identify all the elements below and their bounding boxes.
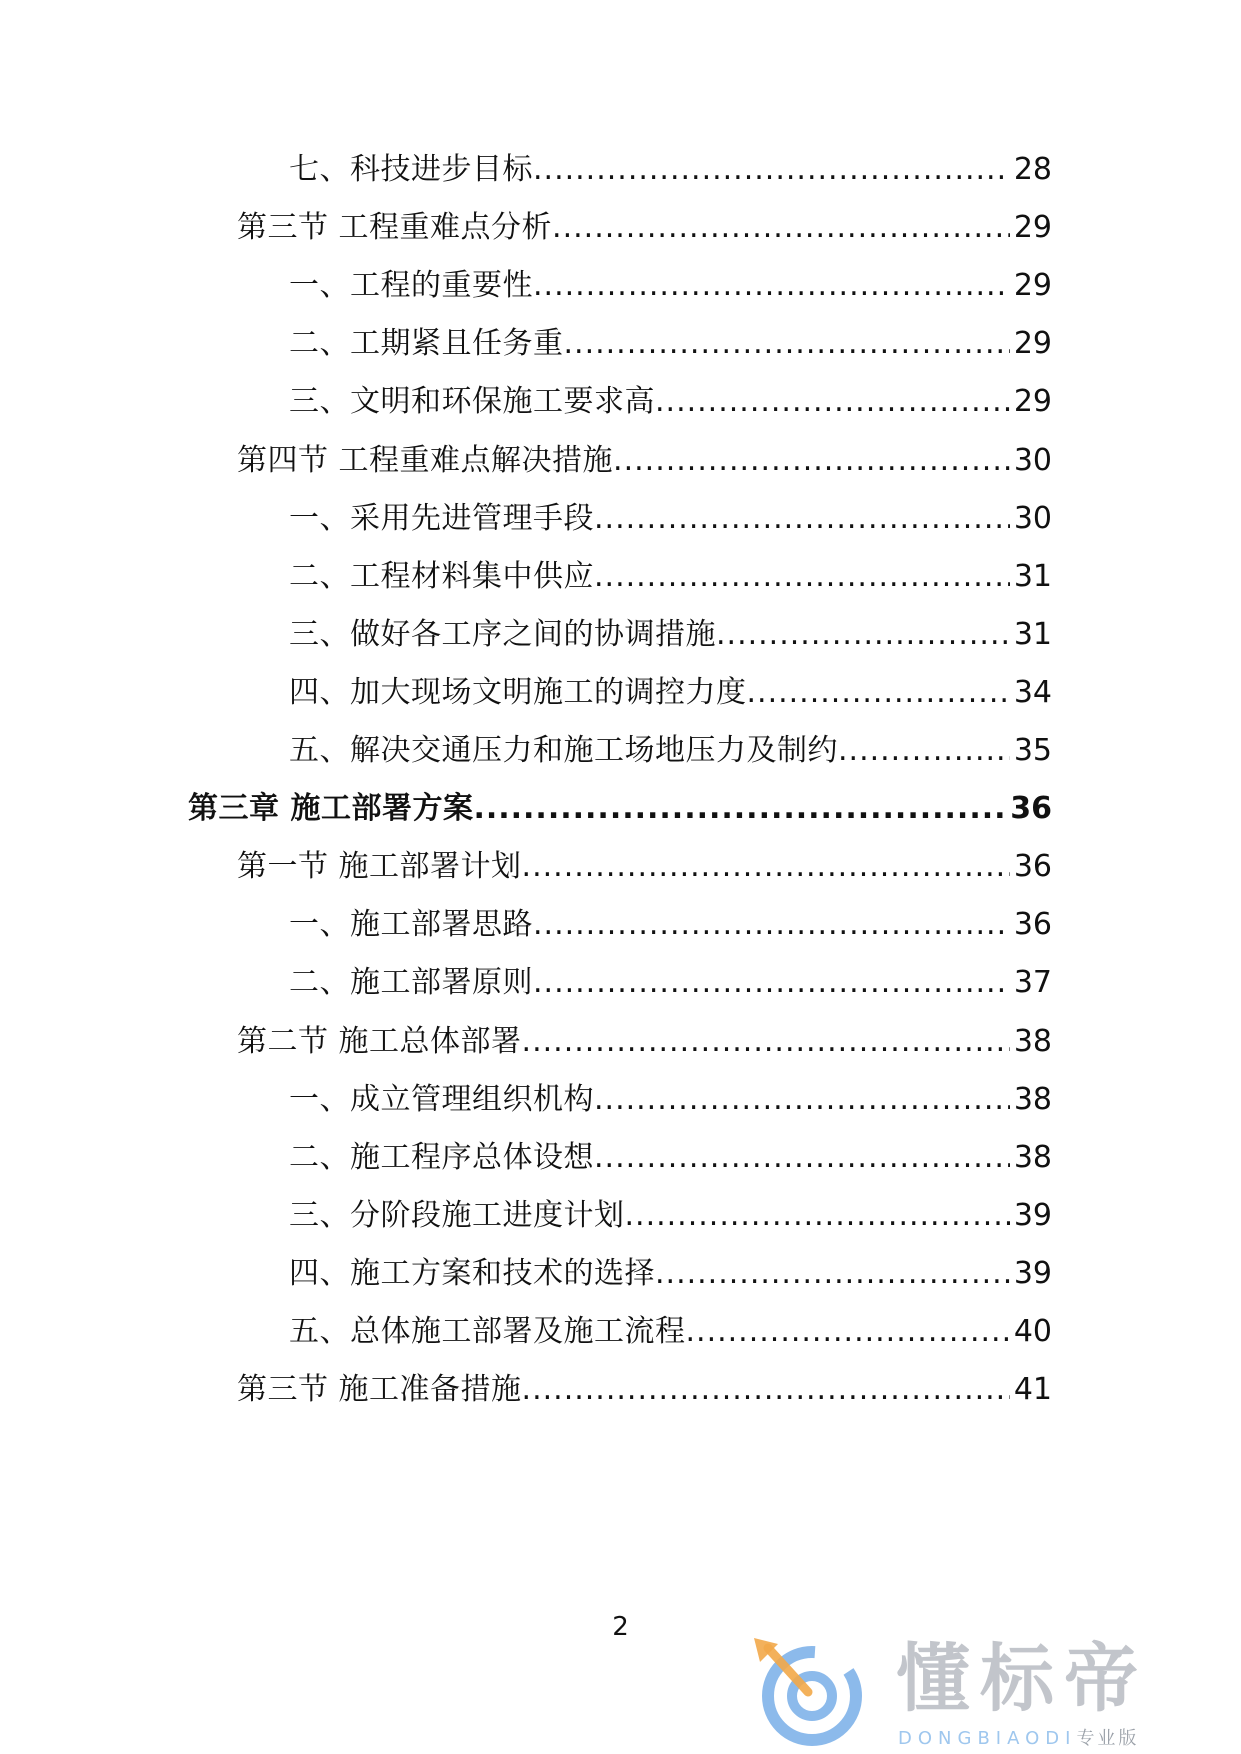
toc-subsection-entry xyxy=(289,1252,1052,1296)
toc-subsection-entry xyxy=(289,961,1052,1005)
toc-entry-title: 二、工程材料集中供应 xyxy=(289,559,594,594)
toc-dot-leader xyxy=(473,787,1006,831)
watermark-edition: 专业版 xyxy=(1076,1728,1140,1749)
toc-entry-title: 三、文明和环保施工要求高 xyxy=(289,384,655,419)
toc-dot-leader xyxy=(686,1310,1010,1354)
toc-dot-leader xyxy=(533,903,1010,947)
toc-entry-page: 30 xyxy=(1013,501,1052,536)
toc-entry-title: 一、成立管理组织机构 xyxy=(289,1082,594,1117)
toc-subsection-entry xyxy=(289,497,1052,541)
toc-entry-page: 28 xyxy=(1013,152,1052,187)
toc-entry-title: 第三节 工程重难点分析 xyxy=(237,210,553,245)
toc-dot-leader xyxy=(522,1020,1010,1064)
toc-entry-title: 一、施工部署思路 xyxy=(289,907,533,942)
toc-subsection-entry xyxy=(289,613,1052,657)
page-number: 2 xyxy=(612,1612,629,1642)
toc-entry-page: 39 xyxy=(1013,1198,1052,1233)
toc-entry-page: 35 xyxy=(1013,733,1052,768)
toc-section-entry xyxy=(237,206,1052,250)
toc-entry-title: 五、总体施工部署及施工流程 xyxy=(289,1314,686,1349)
toc-entry-page: 29 xyxy=(1013,268,1052,303)
toc-subsection-entry xyxy=(289,264,1052,308)
toc-dot-leader xyxy=(533,264,1010,308)
toc-entry-title: 二、工期紧且任务重 xyxy=(289,326,564,361)
toc-entry-page: 29 xyxy=(1013,384,1052,419)
toc-entry-title: 第二节 施工总体部署 xyxy=(237,1024,522,1059)
toc-section-entry xyxy=(237,1368,1052,1412)
toc-entry-title: 三、分阶段施工进度计划 xyxy=(289,1198,625,1233)
toc-subsection-entry xyxy=(289,148,1052,192)
toc-entry-page: 36 xyxy=(1010,791,1052,826)
toc-entry-page: 31 xyxy=(1013,617,1052,652)
toc-dot-leader xyxy=(533,961,1010,1005)
toc-entry-title: 七、科技进步目标 xyxy=(289,152,533,187)
toc-entry-title: 一、工程的重要性 xyxy=(289,268,533,303)
toc-dot-leader xyxy=(655,1252,1010,1296)
toc-subsection-entry xyxy=(289,671,1052,715)
toc-subsection-entry xyxy=(289,1078,1052,1122)
toc-entry-page: 41 xyxy=(1013,1372,1052,1407)
toc-dot-leader xyxy=(613,439,1010,483)
toc-dot-leader xyxy=(716,613,1010,657)
toc-dot-leader xyxy=(625,1194,1010,1238)
toc-entry-title: 第四节 工程重难点解决措施 xyxy=(237,443,614,478)
toc-entry-page: 40 xyxy=(1013,1314,1052,1349)
toc-entry-title: 第一节 施工部署计划 xyxy=(237,849,522,884)
toc-entry-title: 二、施工部署原则 xyxy=(289,965,533,1000)
toc-dot-leader xyxy=(564,322,1010,366)
toc-entry-page: 31 xyxy=(1013,559,1052,594)
toc-dot-leader xyxy=(655,380,1010,424)
toc-entry-page: 37 xyxy=(1013,965,1052,1000)
toc-dot-leader xyxy=(594,1136,1010,1180)
toc-dot-leader xyxy=(533,148,1010,192)
toc-subsection-entry xyxy=(289,1310,1052,1354)
toc-entry-page: 38 xyxy=(1013,1024,1052,1059)
watermark xyxy=(748,1636,1228,1748)
watermark-pinyin: DONGBIAODI xyxy=(898,1728,1077,1749)
target-arrow-logo-icon xyxy=(748,1636,868,1748)
toc-entry-title: 二、施工程序总体设想 xyxy=(289,1140,594,1175)
toc-chapter-entry xyxy=(188,787,1052,831)
toc-subsection-entry xyxy=(289,729,1052,773)
toc-dot-leader xyxy=(838,729,1010,773)
watermark-subtitle xyxy=(898,1724,1139,1750)
toc-dot-leader xyxy=(747,671,1010,715)
toc-dot-leader xyxy=(552,206,1010,250)
toc-subsection-entry xyxy=(289,903,1052,947)
toc-subsection-entry xyxy=(289,322,1052,366)
toc-dot-leader xyxy=(522,1368,1010,1412)
toc-section-entry xyxy=(237,845,1052,889)
watermark-brand: 懂标帝 xyxy=(896,1636,1148,1722)
toc-subsection-entry xyxy=(289,1136,1052,1180)
toc-entry-title: 四、加大现场文明施工的调控力度 xyxy=(289,675,747,710)
toc-entry-title: 四、施工方案和技术的选择 xyxy=(289,1256,655,1291)
toc-entry-page: 29 xyxy=(1013,210,1052,245)
toc-entry-page: 34 xyxy=(1013,675,1052,710)
toc-section-entry xyxy=(237,439,1052,483)
toc-dot-leader xyxy=(522,845,1010,889)
toc-dot-leader xyxy=(594,1078,1010,1122)
toc-entry-title: 一、采用先进管理手段 xyxy=(289,501,594,536)
toc-dot-leader xyxy=(594,497,1010,541)
toc-entry-page: 39 xyxy=(1013,1256,1052,1291)
toc-dot-leader xyxy=(594,555,1010,599)
toc-subsection-entry xyxy=(289,1194,1052,1238)
toc-entry-page: 36 xyxy=(1013,907,1052,942)
toc-entry-page: 38 xyxy=(1013,1082,1052,1117)
toc-entry-title: 三、做好各工序之间的协调措施 xyxy=(289,617,716,652)
toc-entry-title: 第三章 施工部署方案 xyxy=(188,791,474,826)
toc-entry-title: 五、解决交通压力和施工场地压力及制约 xyxy=(289,733,838,768)
toc-entry-title: 第三节 施工准备措施 xyxy=(237,1372,522,1407)
toc-subsection-entry xyxy=(289,555,1052,599)
toc-entry-page: 38 xyxy=(1013,1140,1052,1175)
toc-entry-page: 36 xyxy=(1013,849,1052,884)
toc-entry-page: 30 xyxy=(1013,443,1052,478)
toc-entry-page: 29 xyxy=(1013,326,1052,361)
toc-subsection-entry xyxy=(289,380,1052,424)
toc-section-entry xyxy=(237,1020,1052,1064)
